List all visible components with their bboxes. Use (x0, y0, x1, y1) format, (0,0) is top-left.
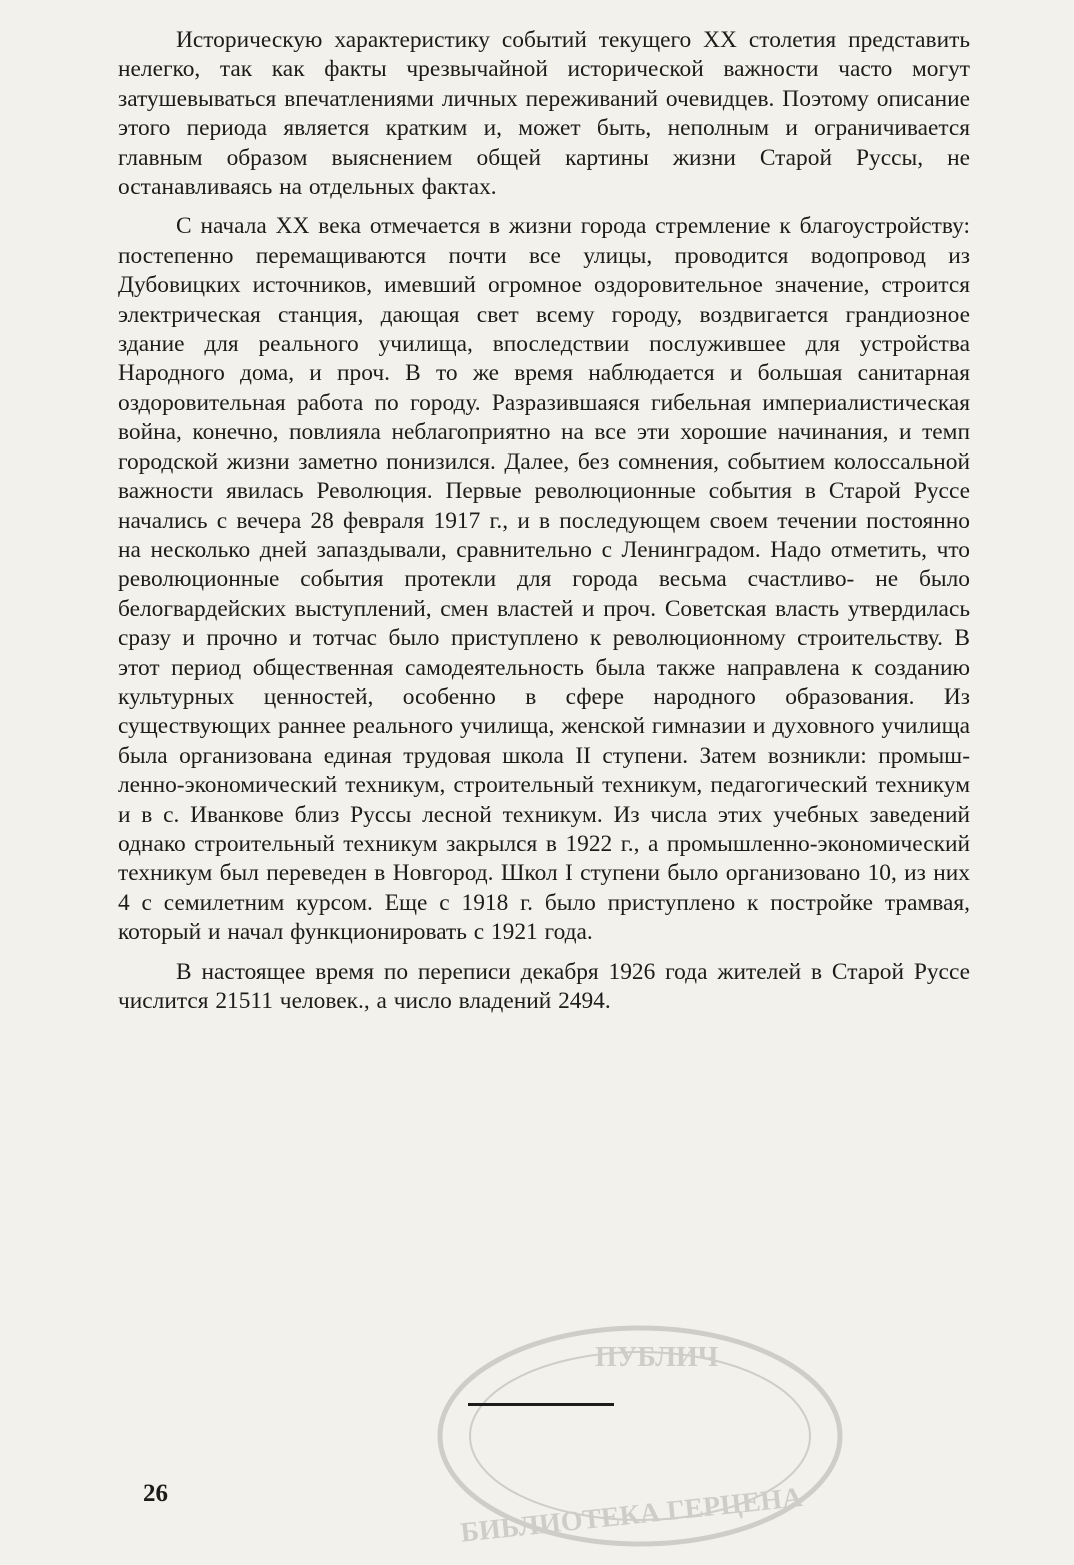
page-number: 26 (143, 1480, 168, 1507)
paragraph-census: В настоящее время по переписи декабря 1926 года жителей в Старой Руссе числится 21511 человек., а число владений 2494. (118, 958, 970, 1014)
library-stamp (430, 1318, 850, 1553)
stamp-text-top: ПУБЛИЧ (595, 1342, 719, 1373)
stamp-text-bottom: БИБЛИОТЕКА ГЕРЦЕНА (459, 1482, 804, 1549)
paragraph-intro: Историческую характеристику событий текущего XX столетия представить нелегко, так как факты чрезвычайной исторической важности часто могут затушевываться впечатлениями личных переживаний очевидцев. Поэтому описание этого периода является кратким и, может быть, неполным и ограничивается главным образом выяснением общей картины жизни Старой Руссы, не останавливаясь на отдельных фактах. (118, 27, 970, 201)
paragraph-history: С начала XX века отмечается в жизни города стремление к благоустройству: постепенно перемащиваются почти все улицы, проводится водопровод из Дубовицких источников, имевший огромное оздоровительное значение, строится электрическая станция, дающая свет всему городу, воздвигается грандиозное здание для реального училища, впоследствии послужившее для устройства Народного дома, и проч. В то же время наблюдается и большая санитарная оздоровительная работа по городу. Разразившаяся гибельная империалистическая война, конечно, повлияла неблагоприятно на все эти хорошие начинания, и темп городской жизни заметно понизился. Далее, без сомнения, событием колоссальной важности явилась Революция. Первые революционные события в Старой Руссе начались с вечера 28 февраля 1917 г., и в последующем своем течении постоянно на несколько дней запаздывали, сравнительно с Ленинградом. Надо отметить, что революционные события протекли для города весьма счастливо- не было белогвардейских выступлений, смен властей и проч. Советская власть утвердилась сразу и прочно и тотчас было приступлено к революционному строительству. В этот период общественная самодеятельность была также направлена к созданию культурных ценностей, особенно в сфере народного образования. Из существующих раннее реального училища, женской гимназии и духовного училища была организована единая трудовая школа II ступени. Затем возникли: промышленно-экономический техникум, строительный техникум, педагогический техникум и в с. Иванкове близ Руссы лесной техникум. Из числа этих учебных заведений однако строительный техникум закрылся в 1922 г., а промышленно-экономический техникум был переведен в Новгород. Школ I ступени было организовано 10, из них 4 с семилетним курсом. Еще с 1918 г. было приступлено к постройке трамвая, который и начал функционировать с 1921 года. (118, 213, 970, 946)
body-text (118, 26, 970, 1026)
section-divider (468, 1403, 614, 1406)
